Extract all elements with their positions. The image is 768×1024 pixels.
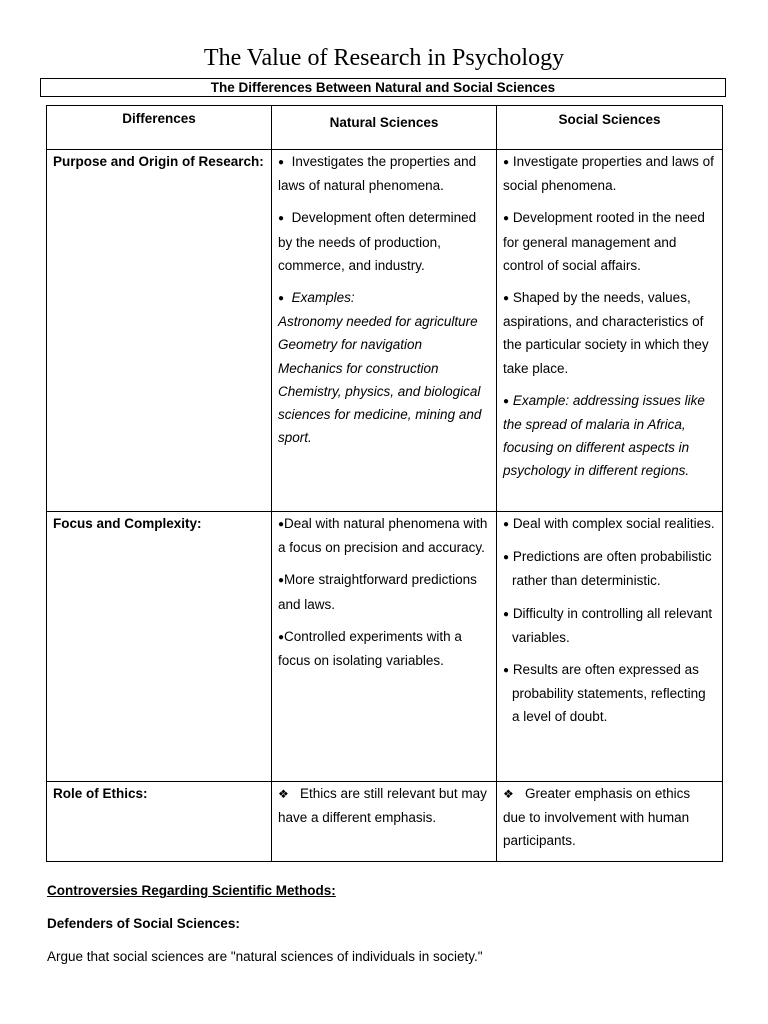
cell-natural-focus xyxy=(272,512,497,782)
example-line: Geometry for navigation xyxy=(278,337,423,353)
list-item: ● Results are often expressed as probability statements, reflecting a level of doubt. xyxy=(503,662,706,725)
table-row xyxy=(47,512,723,782)
bullet-icon: ● xyxy=(503,665,510,677)
comparison-table xyxy=(46,105,723,862)
bullet-icon: ● xyxy=(278,519,285,530)
bullet-icon: ● xyxy=(503,395,510,407)
list-item: ❖ Ethics are still relevant but may have a different emphasis. xyxy=(278,786,487,826)
table-caption: The Differences Between Natural and Social Sciences xyxy=(40,78,726,97)
list-item: ● Predictions are often probabilistic rather than deterministic. xyxy=(503,549,712,589)
list-item: ❖ Greater emphasis on ethics due to involvement with human participants. xyxy=(503,786,691,849)
table-row xyxy=(47,150,723,512)
bullet-icon: ● xyxy=(503,552,510,564)
bullet-icon: ● xyxy=(278,213,285,225)
section-heading: Controversies Regarding Scientific Methods: xyxy=(47,883,336,898)
bullet-icon: ● xyxy=(278,631,285,643)
example-line: Astronomy needed for agriculture xyxy=(278,314,478,330)
table-row xyxy=(47,782,723,862)
cell-natural-purpose xyxy=(272,150,497,512)
list-item: ● Example: addressing issues like the spread of malaria in Africa, focusing on different aspects in psychology in different regions. xyxy=(503,392,705,479)
examples-label: Examples: xyxy=(291,290,355,306)
list-item: ● Shaped by the needs, values, aspirations, and characteristics of the particular society in which they take place. xyxy=(503,290,709,376)
examples-block xyxy=(278,286,490,449)
bullet-icon: ● xyxy=(503,293,510,305)
bullet-icon: ● xyxy=(278,575,285,587)
example-line: Chemistry, physics, and biological sciences for medicine, mining and sport. xyxy=(278,383,482,446)
list-item: ● Deal with complex social realities. xyxy=(503,516,715,531)
header-social-sciences: Social Sciences xyxy=(497,106,723,150)
header-natural-sciences: Natural Sciences xyxy=(272,106,497,150)
list-item: ● Development rooted in the need for general management and control of social affairs. xyxy=(503,210,705,273)
bullet-icon: ● xyxy=(503,519,510,530)
list-item: ● Development often determined by the needs of production, commerce, and industry. xyxy=(278,210,477,273)
list-item: ● Investigates the properties and laws of natural phenomena. xyxy=(278,154,477,194)
body-paragraph: Argue that social sciences are "natural sciences of individuals in society." xyxy=(47,949,483,964)
list-item: ● Investigate properties and laws of social phenomena. xyxy=(503,154,714,194)
example-line: Mechanics for construction xyxy=(278,360,439,376)
document-title: The Value of Research in Psychology xyxy=(203,45,565,71)
row-label-ethics: Role of Ethics: xyxy=(47,782,272,862)
bullet-icon: ● xyxy=(503,213,510,225)
cell-natural-ethics xyxy=(272,782,497,862)
bullet-icon: ● xyxy=(278,157,285,168)
cell-social-purpose xyxy=(497,150,723,512)
bullet-icon: ● xyxy=(503,608,510,620)
list-item: ●Controlled experiments with a focus on isolating variables. xyxy=(278,628,462,669)
list-item: ●More straightforward predictions and laws. xyxy=(278,572,477,612)
bullet-icon: ● xyxy=(503,157,510,168)
subheading: Defenders of Social Sciences: xyxy=(47,916,240,931)
row-label-focus: Focus and Complexity: xyxy=(47,512,272,782)
cell-social-ethics xyxy=(497,782,723,862)
diamond-bullet-icon: ❖ xyxy=(278,787,289,801)
bullet-icon: ● xyxy=(278,293,285,305)
header-differences: Differences xyxy=(47,106,272,150)
list-item: ●Deal with natural phenomena with a focus on precision and accuracy. xyxy=(278,516,488,556)
cell-social-focus xyxy=(497,512,723,782)
diamond-bullet-icon: ❖ xyxy=(503,787,514,801)
row-label-purpose: Purpose and Origin of Research: xyxy=(47,150,272,512)
table-header-row xyxy=(47,106,723,150)
list-item: ● Difficulty in controlling all relevant variables. xyxy=(503,605,713,645)
